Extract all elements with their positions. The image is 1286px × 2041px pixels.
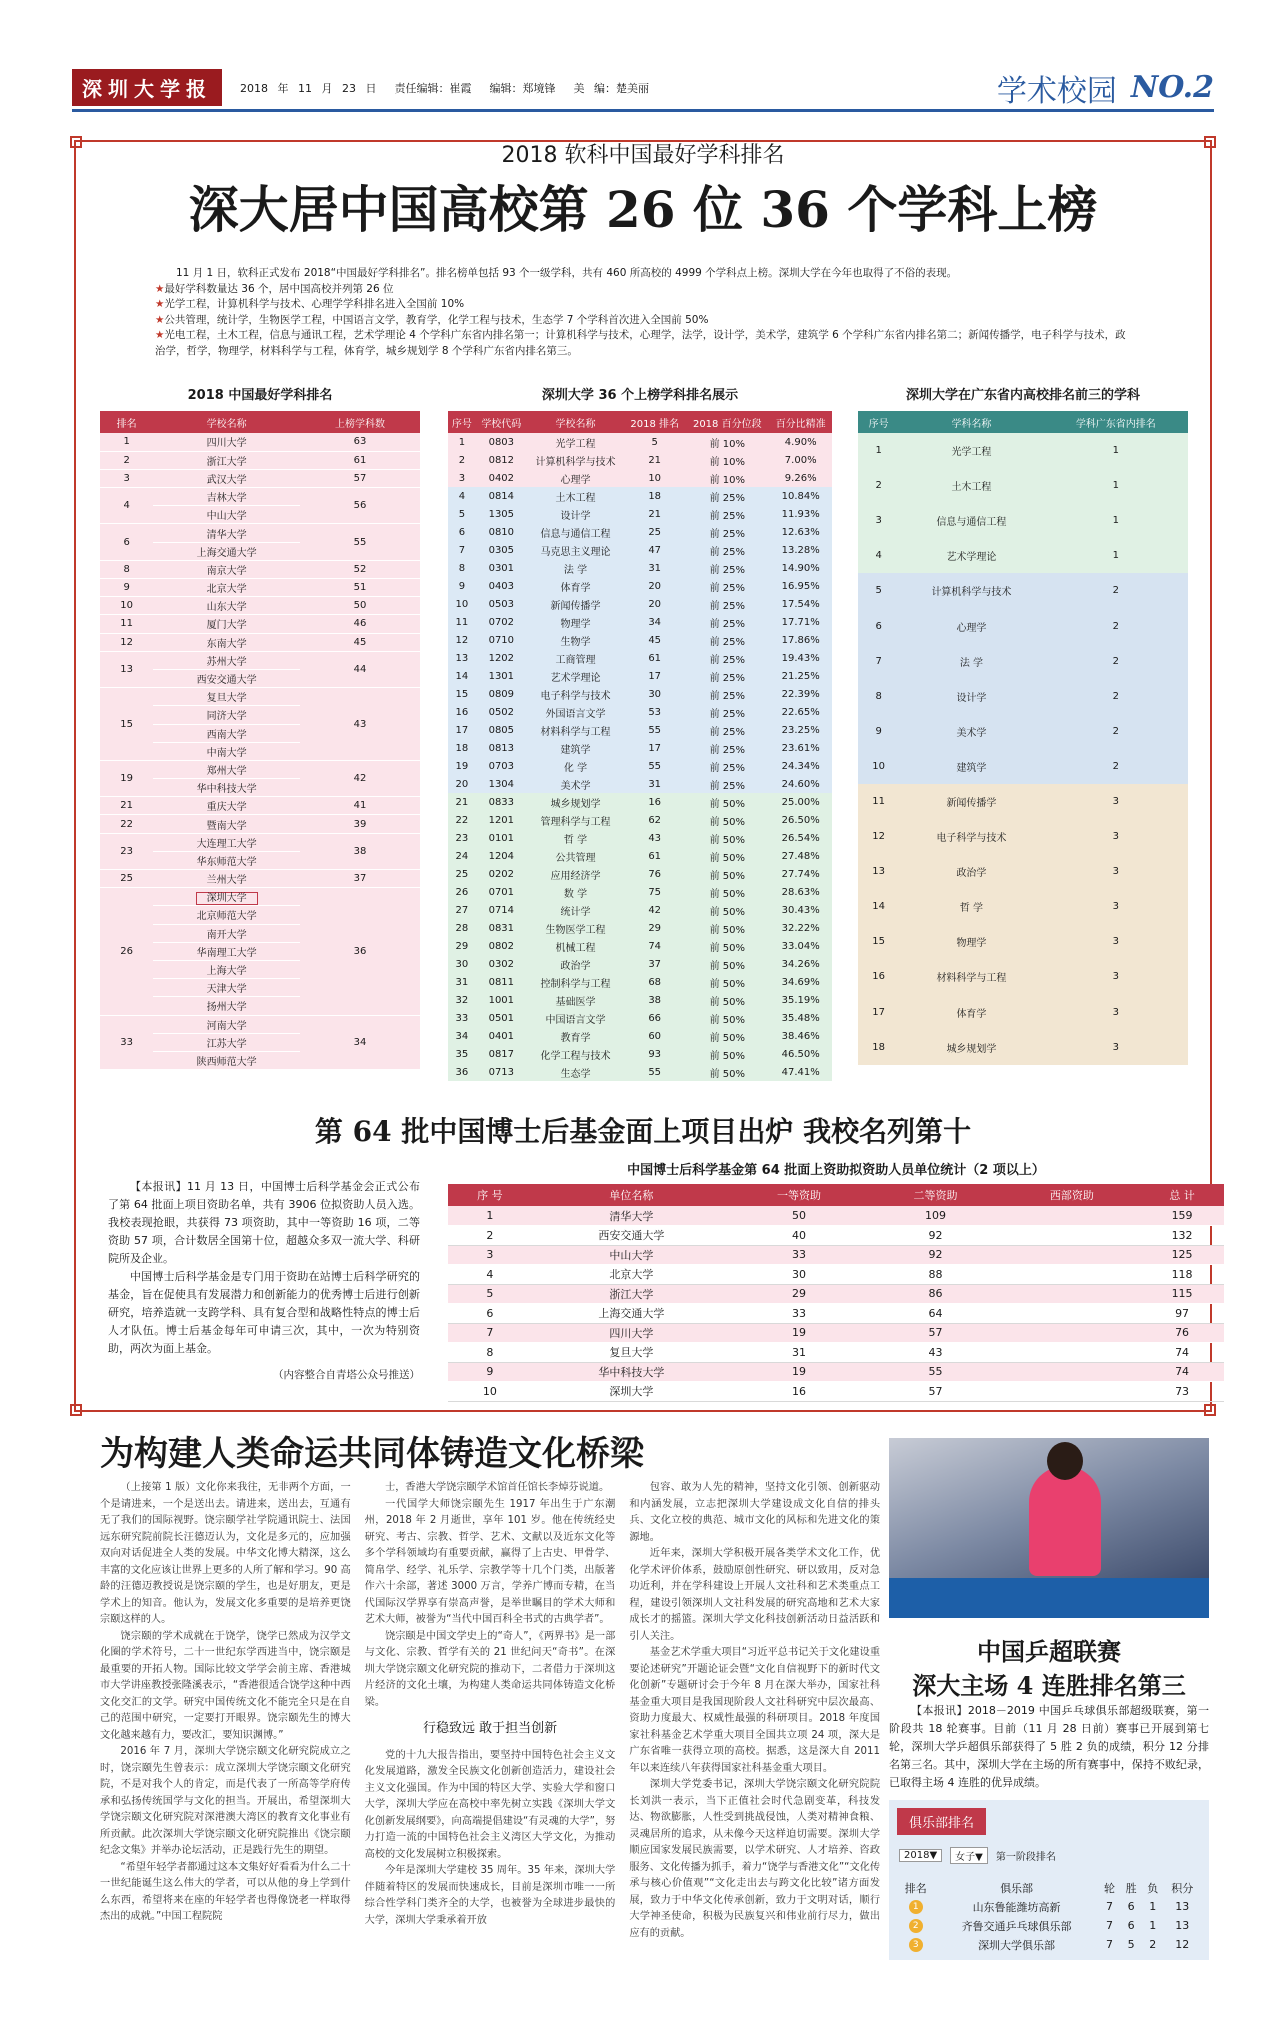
table-row: 35 0817 化学工程与技术 93 前 50% 46.50% — [448, 1045, 832, 1063]
table-row: 9 华中科技大学 19 55 74 — [448, 1362, 1224, 1382]
table-row: 1 清华大学 50 109 159 — [448, 1206, 1224, 1226]
table-row: 2 齐鲁交通乒乓球俱乐部 7 6 1 13 — [897, 1916, 1201, 1935]
culture-article — [100, 1480, 880, 1960]
table-row: 6 上海交通大学 33 64 97 — [448, 1304, 1224, 1324]
table-row: 13 1202 工商管理 61 前 25% 19.43% — [448, 649, 832, 667]
table-row: 7 法 学 2 — [858, 644, 1188, 679]
table-row: 17 体育学 3 — [858, 995, 1188, 1030]
highlight-szu: 深圳大学 — [196, 892, 258, 905]
table-row: 11 0702 物理学 34 前 25% 17.71% — [448, 613, 832, 631]
article-paragraph: 一代国学大师饶宗颐先生 1917 年出生于广东潮州，2018 年 2 月逝世，享年 101 岁。他在传统经史研究、考古、宗教、哲学、艺术、文献以及近东文化等多个学科领域均有重要贡献，赢得了上古史、甲骨学、简帛学、经学、礼乐学、宗教学等十几个门类，出版著作六十余部，著述 3000 万言，学养广博而专精，在当代国际汉学界享有崇高声誉，是举世瞩目的学术大师和艺术大师，被誉为“当代中国百科全书式的古典学者”。 — [364, 1498, 616, 1625]
table-szu-subjects: 深圳大学 36 个上榜学科排名展示 序号 学校代码 学校名称 2018 排名 2018 百分位段 百分比精准 1 0803 光学工程 5 前 10% 4.90% 2 0812 计算机科学与技术 21 前 10% 7.00% 3 0402 心理学 10 前 10% 9.26% 4 0814 土木工程 18 前 25% 10.84% 5 1305 设计学 21 前 25% 11.93% 6 0810 信息与通信工程 25 前 25% 12.63% 7 0305 马克思主义理论 47 前 25% 13.28% 8 0301 法 学 31 前 25% 14.90% 9 0403 体育学 20 前 25% 16.95% 10 0503 新闻传播学 20 前 25% 17.54% 11 0702 物理学 34 前 25% 17.71% 12 0710 生物学 45 前 25% 17.86% 13 1202 工商管理 61 前 25% 19.43% 14 1301 艺术学理论 17 前 25% 21.25% 15 0809 电子科学与技术 30 前 25% 22.39% 16 0502 外国语言文学 53 前 25% 22.65% 17 0805 材料科学与工程 55 前 25% 23.25% 18 0813 建筑学 17 前 25% 23.61% 19 0703 化 学 55 前 25% 24.34% 20 1304 美术学 31 前 25% 24.60% 21 0833 城乡规划学 16 前 50% 25.00% 22 1201 管理科学与工程 62 前 50% 26.50% 23 0101 哲 学 43 前 50% 26.54% 24 1204 公共管理 61 前 50% 27.48% 25 0202 应用经济学 76 前 50% 27.74% 26 0701 数 学 75 前 50% 28.63% 27 0714 统计学 42 前 50% 30.43% 28 0831 生物医学工程 29 前 50% 32.22% 29 0802 机械工程 74 前 50% 33.04% 30 0302 政治学 37 前 50% 34.26% 31 0811 控制科学与工程 68 前 50% 34.69% 32 1001 基础医学 38 前 50% 35.19% 33 0501 中国语言文学 66 前 50% 35.48% 34 0401 教育学 60 前 50% 38.46% 35 0817 化学工程与技术 93 前 50% 46.50% 36 0713 生态学 55 前 50% 47.41% — [448, 384, 832, 1081]
article-column — [365, 1480, 616, 1960]
table-row: 8 南京大学 52 — [100, 560, 420, 578]
table-row: 2 0812 计算机科学与技术 21 前 10% 7.00% — [448, 451, 832, 469]
table-row: 1 0803 光学工程 5 前 10% 4.90% — [448, 433, 832, 451]
table-row: 24 1204 公共管理 61 前 50% 27.48% — [448, 847, 832, 865]
table-row: 8 0301 法 学 31 前 25% 14.90% — [448, 559, 832, 577]
player-figure — [1029, 1466, 1101, 1576]
ranking-subtitle: 2018 软科中国最好学科排名 — [501, 143, 785, 168]
club-ranking-table: 排名 俱乐部 轮 胜 负 积分 1 山东鲁能潍坊高新 7 6 1 13 2 齐鲁交通乒乓球俱乐部 7 6 1 13 3 深圳大学俱乐部 7 5 2 12 — [897, 1878, 1201, 1954]
club-ranking-panel — [889, 1800, 1209, 1960]
table-row: 32 1001 基础医学 38 前 50% 35.19% — [448, 991, 832, 1009]
table-row: 30 0302 政治学 37 前 50% 34.26% — [448, 955, 832, 973]
table-row: 8 复旦大学 31 43 74 — [448, 1343, 1224, 1363]
table-row: 2 浙江大学 61 — [100, 451, 420, 469]
table-row: 陕西师范大学 — [100, 1051, 420, 1069]
table-row: 江苏大学 — [100, 1033, 420, 1051]
table-row: 17 0805 材料科学与工程 55 前 25% 23.25% — [448, 721, 832, 739]
article-paragraph: 饶宗颐是中国文学史上的“奇人”，《两界书》是一部与文化、宗教、哲学有关的 21 世纪问天“奇书”。在深圳大学饶宗颐文化研究院的推动下，二者借力于深圳这片经济的文化土壤，为构建人类命运共同体铸造文化桥梁。 — [364, 1630, 616, 1708]
table-row: 1 四川大学 63 — [100, 433, 420, 451]
rank-badge: 3 — [909, 1938, 923, 1952]
table-row: 18 城乡规划学 3 — [858, 1030, 1188, 1065]
ranking-headline: 深大居中国高校第 26 位 36 个学科上榜 — [188, 180, 1098, 239]
table-row: 25 兰州大学 37 — [100, 870, 420, 888]
club-ranking-heading: 俱乐部排名 — [897, 1808, 986, 1835]
table-row: 22 暨南大学 39 — [100, 815, 420, 833]
table-row: 13 苏州大学 44 — [100, 651, 420, 669]
section-subheading: 行稳致远 敢于担当创新 — [422, 1721, 558, 1736]
table-row: 4 0814 土木工程 18 前 25% 10.84% — [448, 487, 832, 505]
table-row: 6 心理学 2 — [858, 608, 1188, 643]
table-row: 5 计算机科学与技术 2 — [858, 573, 1188, 608]
table-row: 18 0813 建筑学 17 前 25% 23.61% — [448, 739, 832, 757]
table-row: 14 哲 学 3 — [858, 889, 1188, 924]
table-row: 9 美术学 2 — [858, 714, 1188, 749]
page-header — [72, 66, 1214, 112]
table-row: 15 复旦大学 43 — [100, 688, 420, 706]
intro-bullet: ★光电工程，土木工程，信息与通讯工程，艺术学理论 4 个学科广东省内排名第一；计算机科学与技术，心理学，法学，设计学，美术学，建筑学 6 个学科广东省内排名第二；新闻传播学，电子科学与技术，政治学，哲学，物理学，材料科学与工程，体育学，城乡规划学 8 个学科广东省内排名第三。 — [155, 329, 1126, 357]
table-row: 21 重庆大学 41 — [100, 797, 420, 815]
table-row: 北京师范大学 — [100, 906, 420, 924]
table-row: 上海大学 — [100, 960, 420, 978]
table-row: 28 0831 生物医学工程 29 前 50% 32.22% — [448, 919, 832, 937]
table-row: 13 政治学 3 — [858, 854, 1188, 889]
pingpong-article: 【本报讯】2018－2019 中国乒乓球俱乐部超级联赛，第一阶段共 18 轮赛事。目前（11 月 28 日前）赛事已开展到第七轮，深圳大学乒超俱乐部获得了 5 胜 2 负的成绩，积分 12 分排名第三名。其中，深圳大学在主场的所有赛事中，保持不败纪录，已取得主场 4 连胜的优异成绩。 — [889, 1704, 1209, 1789]
table-row: 3 0402 心理学 10 前 10% 9.26% — [448, 469, 832, 487]
table-tennis-table — [889, 1578, 1209, 1618]
table-row: 1 光学工程 1 — [858, 433, 1188, 468]
postdoc-article — [108, 1178, 420, 1384]
gender-select[interactable]: 女子▼ — [950, 1847, 988, 1864]
table-title: 中国博士后科学基金第 64 批面上资助拟资助人员单位统计（2 项以上） — [627, 1163, 1045, 1178]
newspaper-logo: 深圳大学报 — [72, 69, 222, 106]
table-row: 中南大学 — [100, 742, 420, 760]
article-paragraph: 近年来，深圳大学积极开展各类学术文化工作，优化学术评价体系，鼓励原创性研究、研以致用，反对急功近利，并在学科建设上开展人文社科和艺术类重点工程，建设引领深圳人文社科发展的研究高地和艺术大家成长才的摇篮。深圳大学文化科技创新活动日益活跃和引人关注。 — [629, 1548, 881, 1642]
table-row: 10 0503 新闻传播学 20 前 25% 17.54% — [448, 595, 832, 613]
frame-corner — [70, 1404, 82, 1416]
table-row: 22 1201 管理科学与工程 62 前 50% 26.50% — [448, 811, 832, 829]
player-head — [1047, 1442, 1083, 1480]
pingpong-subheadline: 深大主场 4 连胜排名第三 — [912, 1671, 1186, 1700]
table-title: 深圳大学在广东省内高校排名前三的学科 — [905, 388, 1140, 403]
table-row: 25 0202 应用经济学 76 前 50% 27.74% — [448, 865, 832, 883]
frame-corner — [1204, 1404, 1216, 1416]
table-postdoc: 中国博士后科学基金第 64 批面上资助拟资助人员单位统计（2 项以上） 序 号 单位名称 一等资助 二等资助 西部资助 总 计 1 清华大学 50 109 159 2 西安交通大学 40 92 132 3 中山大学 33 92 125 4 北京大学 30 88 118 5 浙江大学 29 86 115 6 上海交通大学 33 64 97 7 四川大学 19 57 76 8 复旦大学 31 43 74 9 华中科技大学 19 55 74 10 深圳大学 16 57 73 — [448, 1177, 1224, 1402]
table-row: 华中科技大学 — [100, 779, 420, 797]
table-row: 19 0703 化 学 55 前 25% 24.34% — [448, 757, 832, 775]
table-row: 2 土木工程 1 — [858, 468, 1188, 503]
club-ranking-filters — [899, 1847, 1209, 1864]
table-row: 11 厦门大学 46 — [100, 615, 420, 633]
intro-bullet: ★公共管理，统计学，生物医学工程，中国语言文学，教育学，化学工程与技术，生态学 7 个学科首次进入全国前 50% — [155, 313, 709, 326]
table-row: 5 1305 设计学 21 前 25% 11.93% — [448, 505, 832, 523]
table-row: 4 北京大学 30 88 118 — [448, 1265, 1224, 1285]
table-row: 20 1304 美术学 31 前 25% 24.60% — [448, 775, 832, 793]
table-row: 26 深圳大学 36 — [100, 888, 420, 906]
table-row: 12 电子科学与技术 3 — [858, 819, 1188, 854]
table-row: 7 四川大学 19 57 76 — [448, 1323, 1224, 1343]
table-row: 9 0403 体育学 20 前 25% 16.95% — [448, 577, 832, 595]
table-row: 5 浙江大学 29 86 115 — [448, 1284, 1224, 1304]
article-paragraph: 2016 年 7 月，深圳大学饶宗颐文化研究院成立之时，饶宗颐先生曾表示：成立深圳大学饶宗颐文化研究院，不是对我个人的肯定，而是代表了一所高等学府传承和弘扬传统国学与文化的担当。开展出，希望深圳大学饶宗颐文化研究院对深港澳大湾区的教育文化事业有所贡献。此次深圳大学饶宗颐文化研究院推出《饶宗颐纪念文集》并举办论坛活动，正是践行先生的期望。 — [100, 1746, 351, 1856]
table-row: 15 0809 电子科学与技术 30 前 25% 22.39% — [448, 685, 832, 703]
table-row: 上海交通大学 — [100, 542, 420, 560]
table-row: 华南理工大学 — [100, 942, 420, 960]
header-date: 2018 年 11 月 23 日 — [240, 81, 377, 95]
article-column — [100, 1480, 351, 1960]
article-paragraph: 基金艺术学重大项目“习近平总书记关于文化建设重要论述研究”开题论证会暨“文化自信视野下的新时代文化创新”专题研讨会于今年 8 月在深大举办，国家社科基金重大项目是我国现阶段人文社科研究中层次最高、资助力度最大、权威性最强的科研项目。2018 年度国家社科基金艺术学重大项目全国共立项 24 项，深大是广东省唯一获得立项的高校。据悉，这是深大自 2011 年以来连续八年获得国家社科基金重大项目。 — [629, 1647, 881, 1774]
table-row: 36 0713 生态学 55 前 50% 47.41% — [448, 1063, 832, 1081]
table-row: 6 0810 信息与通信工程 25 前 25% 12.63% — [448, 523, 832, 541]
ranking-intro — [155, 266, 1135, 359]
postdoc-headline: 第 64 批中国博士后基金面上项目出炉 我校名列第十 — [314, 1115, 972, 1148]
year-select[interactable]: 2018▼ — [899, 1849, 942, 1862]
table-row: 11 新闻传播学 3 — [858, 784, 1188, 819]
intro-bullet: ★最好学科数量达 36 个，居中国高校并列第 26 位 — [155, 282, 394, 295]
article-paragraph: （上接第 1 版）文化你来我往，无非两个方面，一个是请进来，一个是送出去。请进来，送出去，互通有无了我们的国际视野。饶宗颐学社学院通讯院士、法国远东研究院前院长汪德迈认为，文化是多元的，应加强双向对话促进全人类的发展。中华文化博大精深，这么丰富的文化应该让世界上更多的人所了解和学习。90 高龄的汪德迈教授说是饶宗颐的学生，也是好朋友，更是学术上的知音。他认为，发展文化多重要的是培养更饶宗颐这样的人。 — [100, 1482, 351, 1625]
table-row: 23 0101 哲 学 43 前 50% 26.54% — [448, 829, 832, 847]
table-row: 7 0305 马克思主义理论 47 前 25% 13.28% — [448, 541, 832, 559]
table-row: 10 建筑学 2 — [858, 749, 1188, 784]
table-row: 19 郑州大学 42 — [100, 760, 420, 778]
article-paragraph: 饶宗颐的学术成就在于饶学，饶学已然成为汉学文化圈的学术符号，二十一世纪东学西进当中，饶宗颐是最重要的开拓人物。国际比较文学学会前主席、香港城市大学讲座教授张隆溪表示，“香港很适合饶学这种中西文化交汇的文学。研究中国传统文化不能完全只是在自己的范围中研究，一定要打开眼界。饶宗颐先生的博大文化越来越有力，要改汇，要知识渊博。” — [100, 1630, 351, 1741]
table-title: 2018 中国最好学科排名 — [187, 388, 333, 403]
article-paragraph: 党的十九大报告指出，要坚持中国特色社会主义文化发展道路，激发全民族文化创新创造活力，建设社会主义文化强国。作为中国的特区大学、实验大学和窗口大学，深圳大学应在高校中率先树立实践《深圳大学文化创新发展纲要》，向高端提倡建设“有灵魂的大学”，努力打造一流的中国特色社会主义湾区大学文化，为推动高校的文化发展树立积极探索。 — [364, 1749, 616, 1860]
table-row: 华东师范大学 — [100, 851, 420, 869]
table-row: 33 0501 中国语言文学 66 前 50% 35.48% — [448, 1009, 832, 1027]
table-row: 西南大学 — [100, 724, 420, 742]
table-row: 26 0701 数 学 75 前 50% 28.63% — [448, 883, 832, 901]
table-row: 23 大连理工大学 38 — [100, 833, 420, 851]
table-row: 南开大学 — [100, 924, 420, 942]
pingpong-photo — [889, 1438, 1209, 1618]
article-paragraph: 今年是深圳大学建校 35 周年。35 年来，深圳大学伴随着特区的发展而快速成长，目前是深圳市唯一一所综合性学科门类齐全的大学，也被誉为全球进步最快的大学，深圳大学秉承着开放 — [364, 1865, 616, 1926]
stage-label: 第一阶段排名 — [995, 1852, 1056, 1863]
table-row: 15 物理学 3 — [858, 924, 1188, 959]
table-row: 2 西安交通大学 40 92 132 — [448, 1226, 1224, 1246]
article-paragraph: 士，香港大学饶宗颐学术馆首任馆长李焯芬说道。 — [385, 1482, 610, 1493]
table-row: 34 0401 教育学 60 前 50% 38.46% — [448, 1027, 832, 1045]
table-row: 16 0502 外国语言文学 53 前 25% 22.65% — [448, 703, 832, 721]
article-paragraph: 中国博士后科学基金是专门用于资助在站博士后科学研究的基金，旨在促使具有发展潜力和创新能力的优秀博士后进行创新研究，培养造就一支跨学科、具有复合型和战略性特点的博士后人才队伍。博士后基金每年可申请三次，其中，一次为特别资助，两次为面上基金。 — [108, 1270, 420, 1355]
intro-bullet: ★光学工程，计算机科学与技术、心理学学科排名进入全国前 10% — [155, 298, 465, 310]
table-row: 12 0710 生物学 45 前 25% 17.86% — [448, 631, 832, 649]
table-row: 扬州大学 — [100, 997, 420, 1015]
table-row: 31 0811 控制科学与工程 68 前 50% 34.69% — [448, 973, 832, 991]
table-row: 中山大学 — [100, 506, 420, 524]
culture-headline: 为构建人类命运共同体铸造文化桥梁 — [100, 1434, 644, 1474]
table-row: 21 0833 城乡规划学 16 前 50% 25.00% — [448, 793, 832, 811]
intro-text: 11 月 1 日，软科正式发布 2018“中国最好学科排名”。排名榜单包括 93 个一级学科，共有 460 所高校的 4999 个学科点上榜。深圳大学在今年也取得了不俗的表现。 — [176, 267, 958, 279]
table-row: 14 1301 艺术学理论 17 前 25% 21.25% — [448, 667, 832, 685]
article-paragraph: “希望年轻学者都通过这本文集好好看看为什么二十一世纪能诞生这么伟大的学者，可以从他的身上学到什么东西，希望将来在座的年轻学者也得像饶老一样取得杰出的成就。”中国工程院院 — [100, 1861, 351, 1922]
table-row: 3 深圳大学俱乐部 7 5 2 12 — [897, 1935, 1201, 1954]
rank-badge: 1 — [909, 1900, 923, 1914]
article-column — [629, 1480, 880, 1960]
table-title: 深圳大学 36 个上榜学科排名展示 — [541, 388, 739, 403]
article-paragraph: 深圳大学党委书记，深圳大学饶宗颐文化研究院院长刘洪一表示，当下正值社会时代急剧变革，科技发达、物欲膨胀，人性受到挑战侵蚀，人类对精神食粮、灵魂居所的追求，从未像今天这样迫切需要。深圳大学顺应国家发展民族需要，以学术研究、人才培养、咨政服务、文化传播为抓手，着力“饶学与香港文化”“文化传承与核心价值观”“文化走出去与跨文化比较”诸方面发展，致力于中华文化传承创新，致力于文明对话，顺行大学神圣使命，积极为民族复兴和伟业前行尽力，做出应有的贡献。 — [629, 1779, 881, 1939]
article-paragraph: 包容、敢为人先的精神，坚持文化引领、创新驱动和内涵发展，立志把深圳大学建设成文化自信的排头兵、文化立校的典范、城市文化的风标和先进文化的策源地。 — [629, 1482, 881, 1543]
table-best-subjects: 2018 中国最好学科排名 排名 学校名称 上榜学科数 1 四川大学 63 2 浙江大学 61 3 武汉大学 57 4 吉林大学 56 中山大学 6 清华大学 55 上海交通大学 8 南京大学 52 9 北京大学 51 10 山东大学 50 11 厦门大学 46 12 东南大学 45 13 苏州大学 44 西安交通大学 15 复旦大学 43 同济大学 西南大学 中南大学 19 郑州大学 42 华中科技大学 21 重庆大学 41 22 暨南大学 39 23 大连理工大学 38 华东师范大学 25 兰州大学 37 26 深圳大学 36 北京师范大学 南开大学 华南理工大学 上海大学 天津大学 扬州大学 33 河南大学 34 江苏大学 陕西师范大学 — [100, 384, 420, 1070]
table-row: 3 信息与通信工程 1 — [858, 503, 1188, 538]
table-row: 6 清华大学 55 — [100, 524, 420, 542]
table-guangdong-top3: 深圳大学在广东省内高校排名前三的学科 序号 学科名称 学科广东省内排名 1 光学工程 1 2 土木工程 1 3 信息与通信工程 1 4 艺术学理论 1 5 计算机科学与技术 2 6 心理学 2 7 法 学 2 8 设计学 2 9 美术学 2 10 建筑学 2 11 新闻传播学 3 12 电子科学与技术 3 13 政治学 3 14 哲 学 3 15 物理学 3 16 材料科学与工程 3 17 体育学 3 18 城乡规划学 3 — [858, 384, 1188, 1065]
header-designer: 美 编：楚美丽 — [573, 81, 649, 95]
table-row: 3 中山大学 33 92 125 — [448, 1245, 1224, 1265]
table-row: 33 河南大学 34 — [100, 1015, 420, 1033]
table-row: 12 东南大学 45 — [100, 633, 420, 651]
rank-badge: 2 — [909, 1919, 923, 1933]
table-row: 29 0802 机械工程 74 前 50% 33.04% — [448, 937, 832, 955]
table-row: 1 山东鲁能潍坊高新 7 6 1 13 — [897, 1897, 1201, 1916]
table-row: 同济大学 — [100, 706, 420, 724]
article-paragraph: 【本报讯】11 月 13 日，中国博士后科学基金会正式公布了第 64 批面上项目资助名单，共有 3906 位拟资助人员入选。我校表现抢眼，共获得 73 项资助，其中一等资助 16 项，二等资助 57 项，合计数居全国第十位，超越众多双一流大学、科研院所及企业。 — [108, 1180, 420, 1265]
table-row: 4 吉林大学 56 — [100, 488, 420, 506]
table-row: 天津大学 — [100, 979, 420, 997]
table-row: 西安交通大学 — [100, 669, 420, 687]
table-row: 10 深圳大学 16 57 73 — [448, 1382, 1224, 1402]
table-row: 9 北京大学 51 — [100, 579, 420, 597]
section-name: 学术校园 — [996, 73, 1117, 109]
table-row: 4 艺术学理论 1 — [858, 538, 1188, 573]
table-row: 8 设计学 2 — [858, 679, 1188, 714]
pingpong-headline: 中国乒超联赛 — [977, 1637, 1121, 1666]
article-source: （内容整合自青塔公众号推送） — [273, 1369, 420, 1381]
table-row: 3 武汉大学 57 — [100, 469, 420, 487]
header-editor2: 编辑：郑境锋 — [489, 81, 556, 95]
table-row: 27 0714 统计学 42 前 50% 30.43% — [448, 901, 832, 919]
table-row: 16 材料科学与工程 3 — [858, 959, 1188, 994]
table-row: 10 山东大学 50 — [100, 597, 420, 615]
header-editor: 责任编辑：崔霞 — [394, 81, 472, 95]
page-number: NO.2 — [1130, 70, 1214, 105]
